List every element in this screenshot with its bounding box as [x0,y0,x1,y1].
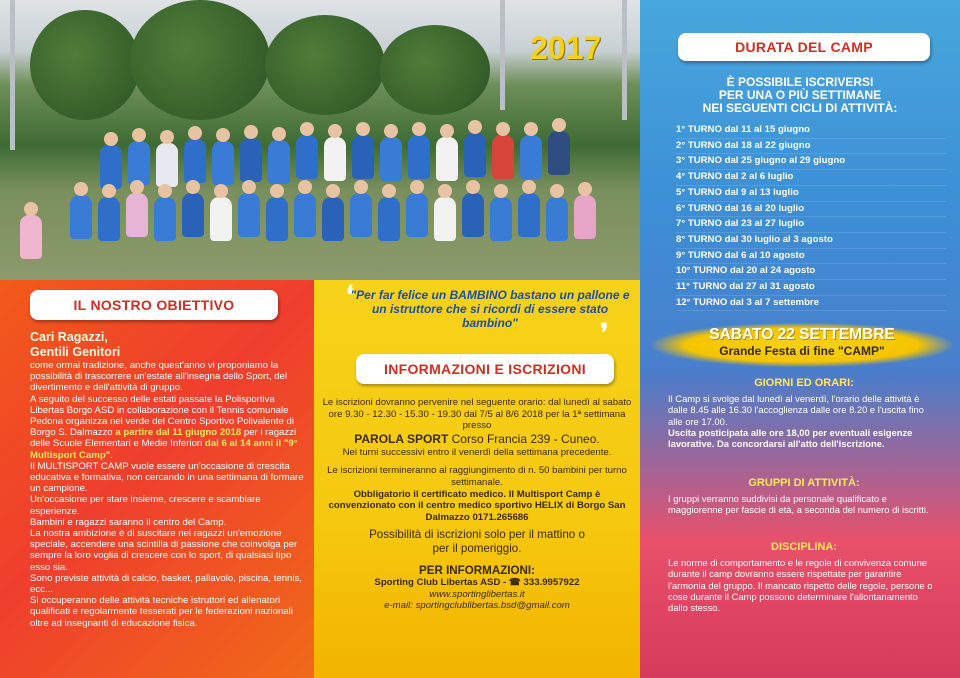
turno-item: 10° TURNO dal 20 al 24 agosto [676,264,946,280]
group-photo [0,0,640,280]
orari-text: Il Camp si svolge dal lunedì al venerdì, l'orario delle attività è dalle 8.45 alle 16.30 l'accoglienza dalle ore 8.20 e l'uscita fino alle ore 17.00. [668,393,924,427]
turno-item: 9° TURNO dal 6 al 10 agosto [676,249,946,265]
quote-open-icon: ❛ [346,280,355,310]
orari-section [668,378,940,449]
objective-p2: A seguito del successo delle estati passate la Polisportiva Libertas Borgo ASD in collaborazione con il Tennis comunale Pedona organizza nel verde del Centro Sportivo Polivalente di Borgo S. Dalmazzo a partire dal 11 giugno 2018 per i ragazzi delle Scuole Elementari e Medie Inferiori dai 6 ai 14 anni il "9° Multisport Camp". [30,393,298,461]
lamp-pole [500,0,505,110]
orari-late: Uscita posticipata alle ore 18,00 per eventuali esigenze lavorative. Da concordarsi all'atto dell'iscrizione. [668,426,913,450]
turno-item: 11° TURNO dal 27 al 31 agosto [676,280,946,296]
quote-close-icon: ❜ [600,318,609,348]
turno-item: 7° TURNO dal 23 al 27 luglio [676,217,946,233]
party-title: Grande Festa di fine "CAMP" [719,344,885,358]
greeting-kids: Cari Ragazzi, [30,330,108,344]
info-t3: Le iscrizioni termineranno al raggiungimento di n. 50 bambini per turno settimanale. [327,465,627,488]
objective-p5: Bambini e ragazzi saranno il centro del Camp. [30,516,227,528]
disciplina-text: Le norme di comportamento e le regole di convivenza comune durante il camp dovranno essere rispettate per garantire l'armonia del gruppo. Il mancato rispetto delle regole, persone o cose durante il Camp possono determinare l'allontanamento dallo stesso. [668,557,933,614]
turno-item: 3° TURNO dal 25 giugno al 29 giugno [676,154,946,170]
disciplina-section [668,542,940,613]
info-web-link[interactable]: www.sportinglibertas.it [429,588,525,600]
turno-item: 6° TURNO dal 16 al 20 luglio [676,202,946,218]
tree [380,25,490,115]
info-t4: Obbligatorio il certificato medico. Il Multisport Camp è convenzionato con il centro medico sportivo HELIX di Borgo San Dalmazzo 0171.265686 [328,488,626,523]
shop-name: PAROLA SPORT [354,431,449,446]
info-title: INFORMAZIONI E ISCRIZIONI [356,354,614,384]
turno-item: 5° TURNO dal 9 al 13 luglio [676,186,946,202]
turni-list [676,123,946,311]
info-club: Sporting Club Libertas ASD - ☎ 333.9957922 [374,576,580,588]
intro-line-1: È POSSIBILE ISCRIVERSI [726,75,874,89]
tree [30,10,140,120]
info-t2: Nei turni successivi entro il venerdì della settimana precedente. [342,446,612,458]
objective-p1: come ormai tradizione, anche quest'anno vi proponiamo la possibilità di trascorrere un'estate all'insegna dello Sport, del divertimento e dell'attività di gruppo. [30,360,287,394]
objective-p6: La nostra ambizione è di suscitare nei ragazzi un'emozione speciale, accendere una scintilla di passione che coinvolga per sempre la loro voglia di crescere con lo sport, di qualsiasi tipo esso sia. [30,528,298,573]
turno-item: 8° TURNO dal 30 luglio al 3 agosto [676,233,946,249]
gruppi-section [668,478,940,516]
objective-p7: Sono previste attività di calcio, basket, pallavolo, piscina, tennis, ecc... [30,572,302,596]
turno-item: 12° TURNO dal 3 al 7 settembre [676,296,946,312]
turno-item: 2° TURNO dal 18 al 22 giugno [676,139,946,155]
objective-p4: Un'occasione per stare insieme, crescere e scambiare esperienze. [30,494,261,517]
quote-text: "Per far felice un BAMBINO bastano un pallone e un istruttore che si ricordi di essere stato bambino" [350,288,630,330]
objective-p3: Il MULTISPORT CAMP vuole essere un'occasione di crescita educativa e formativa, non cercando in una settimana di formare un campione. [30,460,304,495]
disciplina-title: DISCIPLINA: [771,541,837,553]
tree [265,15,385,115]
info-t1: Le iscrizioni dovranno pervenire nel seguente orario: dal lunedì al sabato ore 9.30 - 12.30 - 15.30 - 19.30 dal 7/5 al 8/6 2018 per la 1ª settimana presso [322,397,632,432]
gruppi-text: I gruppi verranno suddivisi da personale qualificato e maggiorenne per fascie di età, a seconda del numero di iscritti. [668,493,929,516]
shop-line [322,432,632,447]
objective-p8: Si occuperanno delle attività tecniche istruttori ed allenatori qualificati e regolarmente tesserati per le federazioni nazionali oltre ad insegnanti di educazione fisica. [30,595,293,629]
lamp-pole [622,0,627,120]
objective-text [30,330,310,629]
tree [130,0,270,120]
orari-title: GIORNI ED ORARI: [754,377,854,389]
objective-title: IL NOSTRO OBIETTIVO [30,290,278,320]
greeting-parents: Gentili Genitori [30,345,121,359]
duration-intro [650,76,950,115]
intro-line-3: NEI SEGUENTI CICLI DI ATTIVITÀ: [702,101,898,115]
shop-address: Corso Francia 239 - Cuneo. [448,431,600,446]
turno-item: 1° TURNO dal 11 al 15 giugno [676,123,946,139]
info-contact-title: PER INFORMAZIONI: [419,564,535,578]
children-group [60,105,600,265]
info-email-link[interactable]: e-mail: sportingclublibertas.bsd@gmail.com [384,600,570,612]
turno-item: 4° TURNO dal 2 al 6 luglio [676,170,946,186]
info-t5: Possibilità di iscrizioni solo per il mattino o per il pomeriggio. [369,528,585,556]
party-banner [652,323,952,367]
year-label: 2017 [530,30,602,66]
duration-title: DURATA DEL CAMP [678,33,930,61]
gruppi-title: GRUPPI DI ATTIVITÀ: [748,477,860,489]
info-text [322,397,632,612]
lamp-pole [10,0,15,150]
party-date: SABATO 22 SETTEMBRE [709,326,895,343]
intro-line-2: PER UNA O PIÙ SETTIMANE [718,88,882,102]
